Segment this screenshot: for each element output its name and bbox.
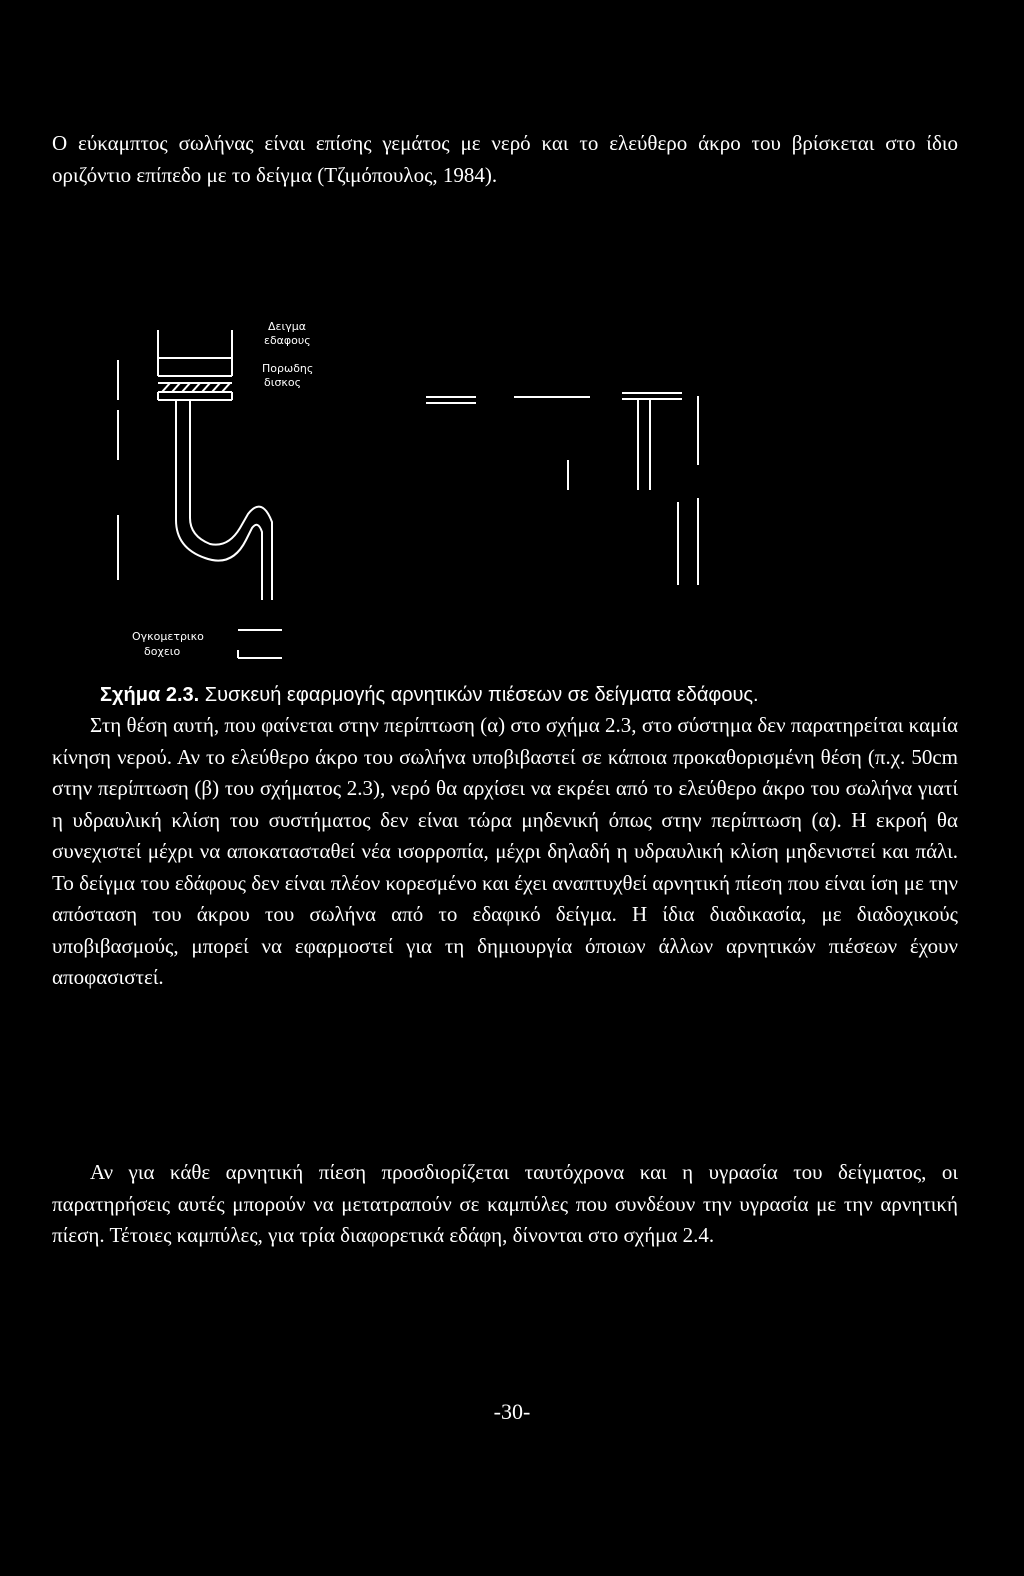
tube-left	[176, 400, 262, 600]
label-sample-2: εδαφους	[264, 334, 311, 347]
label-cylinder-1: Ογκομετρικο	[132, 630, 204, 643]
label-sample-1: Δειγμα	[268, 320, 306, 333]
label-disc-2: δισκος	[264, 376, 302, 389]
figure-caption-label: Σχήμα 2.3.	[100, 684, 200, 706]
paragraph-description: Στη θέση αυτή, που φαίνεται στην περίπτωση (α) στο σχήμα 2.3, στο σύστημα δεν παρατηρείται καμία κίνηση νερού. Αν το ελεύθερο άκρο του σωλήνα υποβιβαστεί σε κάποια προκαθορισμένη θέση (π.χ. 50cm στην περίπτωση (β) του σχήματος 2.3), νερό θα αρχίσει να εκρέει από το ελεύθερο άκρο του σωλήνα γιατί η υδραυλική κλίση του συστήματος δεν είναι τώρα μηδενική όπως στην περίπτωση (α). Η εκροή θα συνεχιστεί μέχρι να αποκατασταθεί νέα ισορροπία, μέχρι δηλαδή η υδραυλική κλίση μηδενιστεί και πάλι. Το δείγμα του εδάφους δεν είναι πλέον κορεσμένο και έχει αναπτυχθεί αρνητική πίεση που είναι ίση με την απόσταση του άκρου του σωλήνα από το εδαφικό δείγμα. Η ίδια διαδικασία, με διαδοχικούς υποβιβασμούς, μπορεί να εφαρμοστεί για τη δημιουργία όποιων άλλων αρνητικών πιέσεων έχουν αποφασιστεί.	[52, 713, 958, 989]
figure-caption	[100, 681, 759, 709]
page-number: -30-	[493, 1399, 531, 1424]
paragraph-intro: Ο εύκαμπτος σωλήνας είναι επίσης γεμάτος με νερό και το ελεύθερο άκρο του βρίσκεται στο ίδιο οριζόντιο επίπεδο με το δείγμα (Τζιμόπουλος, 1984).	[52, 131, 958, 187]
label-cylinder-2: δοχειο	[144, 645, 181, 658]
paragraph-curves: Αν για κάθε αρνητική πίεση προσδιορίζεται ταυτόχρονα και η υγρασία του δείγματος, οι παρατηρήσεις αυτές μπορούν να μετατραπούν σε καμπύλες που συνδέουν την υγρασία με την αρνητική πίεση. Τέτοιες καμπύλες, για τρία διαφορετικά εδάφη, δίνονται στο σχήμα 2.4.	[52, 1160, 958, 1247]
tube-right	[190, 400, 272, 600]
label-disc-1: Πορωδης	[262, 362, 314, 375]
apparatus-diagram	[0, 300, 1024, 680]
figure-caption-text: Συσκευή εφαρμογής αρνητικών πιέσεων σε δείγματα εδάφους.	[204, 684, 759, 706]
